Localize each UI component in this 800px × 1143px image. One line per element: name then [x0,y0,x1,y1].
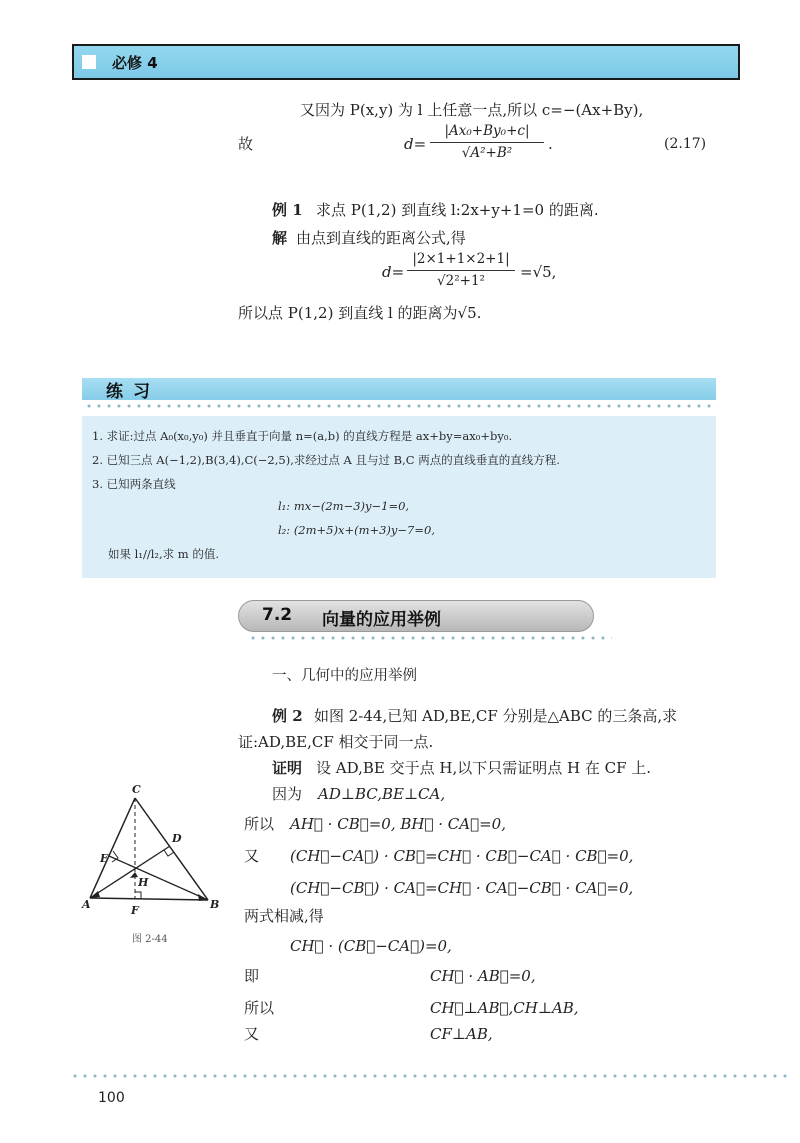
label-B: B [210,898,220,911]
example2-problem-1: 如图 2-44,已知 AD,BE,CF 分别是△ABC 的三条高,求 [314,707,678,725]
right-angle-e [112,851,118,862]
arrowhead-h [130,872,138,878]
section-title: 向量的应用举例 [322,610,441,630]
example1-label: 例 1 [272,201,303,219]
also-expr-1: (CH⃗−CA⃗) · CB⃗=CH⃗ · CB⃗−CA⃗ · CB⃗=0, [290,847,634,865]
practice-title: 练习 [106,382,160,402]
subtract-expr: CH⃗ · (CB⃗−CA⃗)=0, [290,937,452,955]
ji-expr: CH⃗ · AB⃗=0, [430,967,536,985]
right-angle-f [135,892,141,899]
proof-label: 证明 [272,759,303,777]
because-label: 因为 [272,785,303,803]
example1-conclusion: 所以点 P(1,2) 到直线 l 的距离为√5. [238,304,482,322]
example1-fraction-line [407,270,515,271]
equation-number: (2.17) [664,136,707,152]
ji-label: 即 [244,967,260,985]
section-number: 7.2 [262,605,293,625]
because-expr: AD⊥BC,BE⊥CA, [318,785,446,803]
also-expr-2: (CH⃗−CB⃗) · CA⃗=CH⃗ · CA⃗−CB⃗ · CA⃗=0, [290,879,634,897]
proof-line: 又因为 P(x,y) 为 l 上任意一点,所以 c=−(Ax+By), [300,101,644,119]
practice-item-2: 2. 已知三点 A(−1,2),B(3,4),C(−2,5),求经过点 A 且与过 B,C 两点的直线垂直的直线方程. [92,453,560,467]
d-prefix: d= [404,135,427,153]
also-label: 又 [244,847,260,865]
suoyi-label: 所以 [244,999,275,1017]
practice-item-3: 3. 已知两条直线 [92,477,176,491]
example2-label: 例 2 [272,707,303,725]
label-F: F [131,904,139,917]
practice-line-l1: l₁: mx−(2m−3)y−1=0, [278,499,410,513]
figure-caption: 图 2-44 [132,934,168,945]
suoyi-expr: CH⃗⊥AB⃗,CH⊥AB, [430,999,579,1017]
practice-item-1: 1. 求证:过点 A₀(x₀,y₀) 并且垂直于向量 n=(a,b) 的直线方程是 ax+by=ax₀+by₀. [92,429,513,443]
header-square-icon [82,55,96,69]
triangle-figure [80,780,230,920]
label-A: A [82,898,91,911]
d-suffix: . [548,135,553,153]
d-denominator: √A²+B² [461,145,513,161]
example1-denominator: √2²+1² [437,273,485,289]
solution-label: 解 [272,229,288,247]
subtract-label: 两式相减,得 [244,907,324,925]
practice-line-l2: l₂: (2m+5)x+(m+3)y−7=0, [278,523,435,537]
label-C: C [132,783,141,796]
chapter-header [72,44,740,80]
example1-problem: 求点 P(1,2) 到直线 l:2x+y+1=0 的距离. [316,201,599,219]
footer-dotted-divider [70,1074,790,1078]
section-dotted-divider [248,636,612,640]
so-label: 所以 [244,815,275,833]
dotted-divider [84,404,716,408]
d-numerator: |Ax₀+By₀+c| [444,123,530,139]
example1-d-prefix: d= [382,263,405,281]
page-number: 100 [98,1090,125,1106]
side-ab [90,898,208,900]
subsection-title: 一、几何中的应用举例 [272,668,417,684]
practice-title-bar [82,378,716,400]
you-label: 又 [244,1025,260,1043]
fraction-line [430,142,544,143]
example2-problem-2: 证:AD,BE,CF 相交于同一点. [238,733,434,751]
practice-item-3-end: 如果 l₁//l₂,求 m 的值. [108,547,220,561]
solution-text: 由点到直线的距离公式,得 [296,229,466,247]
you-expr: CF⊥AB, [430,1025,493,1043]
proof-line-1: 设 AD,BE 交于点 H,以下只需证明点 H 在 CF 上. [316,759,652,777]
label-E: E [100,852,109,865]
label-D: D [172,832,182,845]
label-H: H [138,876,149,889]
example1-numerator: |2×1+1×2+1| [412,251,510,267]
example1-d-suffix: =√5, [520,263,557,281]
header-title: 必修 4 [112,54,158,72]
so-expr: AH⃗ · CB⃗=0, BH⃗ · CA⃗=0, [290,815,506,833]
gu-label: 故 [238,135,254,153]
